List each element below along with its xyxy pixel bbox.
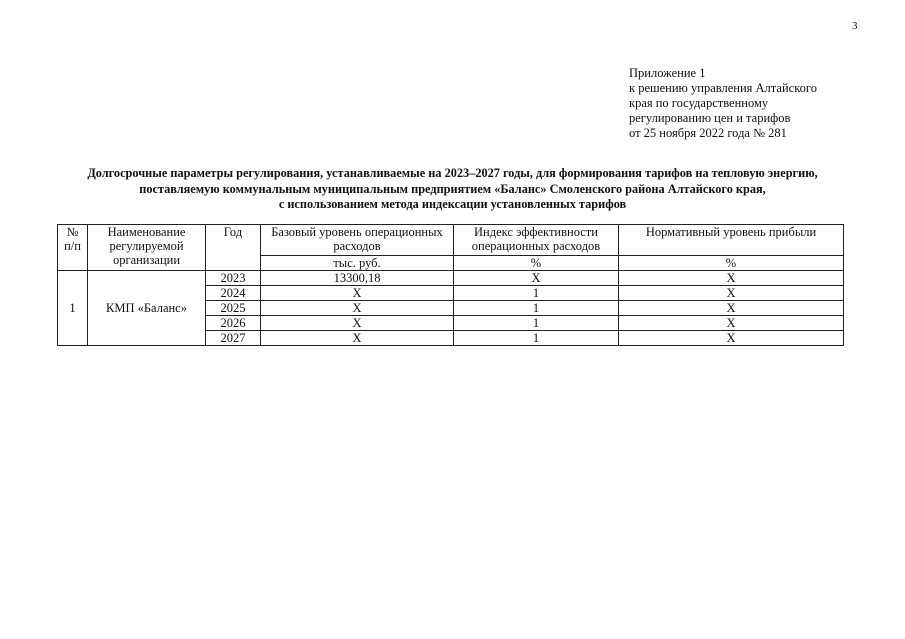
document-title: [0, 166, 905, 213]
year-cell: 2026: [206, 316, 261, 331]
org-num-cell: 1: [58, 271, 88, 346]
annex-line: Приложение 1: [629, 66, 706, 80]
title-line: поставляемую коммунальным муниципальным предприятием «Баланс» Смоленского района Алтайского края,: [139, 181, 766, 196]
base-level-cell: Х: [261, 286, 454, 301]
profit-cell: Х: [619, 271, 844, 286]
year-cell: 2024: [206, 286, 261, 301]
header-profit: Нормативный уровень прибыли: [619, 225, 844, 256]
title-line: Долгосрочные параметры регулирования, устанавливаемые на 2023–2027 годы, для формирования тарифов на тепловую энергию,: [87, 166, 818, 180]
year-cell: 2023: [206, 271, 261, 286]
unit-profit: %: [619, 256, 844, 271]
title-line: с использованием метода индексации установленных тарифов: [278, 197, 627, 211]
base-level-cell: 13300,18: [261, 271, 454, 286]
header-year: Год: [206, 225, 261, 271]
profit-cell: Х: [619, 316, 844, 331]
annex-line: края по государственному: [629, 96, 769, 110]
profit-cell: Х: [619, 331, 844, 346]
base-level-cell: Х: [261, 301, 454, 316]
header-base-level: Базовый уровень операционных расходов: [261, 225, 454, 256]
header-org: Наименование регулируемой организации: [88, 225, 206, 271]
profit-cell: Х: [619, 301, 844, 316]
org-name-cell: КМП «Баланс»: [88, 271, 206, 346]
unit-efficiency: %: [454, 256, 619, 271]
year-cell: 2027: [206, 331, 261, 346]
parameters-table: [57, 224, 844, 346]
page-number: 3: [852, 20, 858, 32]
year-cell: 2025: [206, 301, 261, 316]
efficiency-cell: Х: [454, 271, 619, 286]
base-level-cell: Х: [261, 331, 454, 346]
annex-line: регулированию цен и тарифов: [629, 111, 791, 125]
annex-line: от 25 ноября 2022 года № 281: [629, 126, 787, 140]
unit-base-level: тыс. руб.: [261, 256, 454, 271]
annex-block: [629, 66, 859, 141]
base-level-cell: Х: [261, 316, 454, 331]
efficiency-cell: 1: [454, 301, 619, 316]
table-header-row: [58, 225, 844, 256]
profit-cell: Х: [619, 286, 844, 301]
efficiency-cell: 1: [454, 316, 619, 331]
header-efficiency: Индекс эффективности операционных расходов: [454, 225, 619, 256]
efficiency-cell: 1: [454, 286, 619, 301]
efficiency-cell: 1: [454, 331, 619, 346]
table-row: [58, 271, 844, 286]
header-num: № п/п: [58, 225, 88, 271]
annex-line: к решению управления Алтайского: [629, 81, 817, 95]
